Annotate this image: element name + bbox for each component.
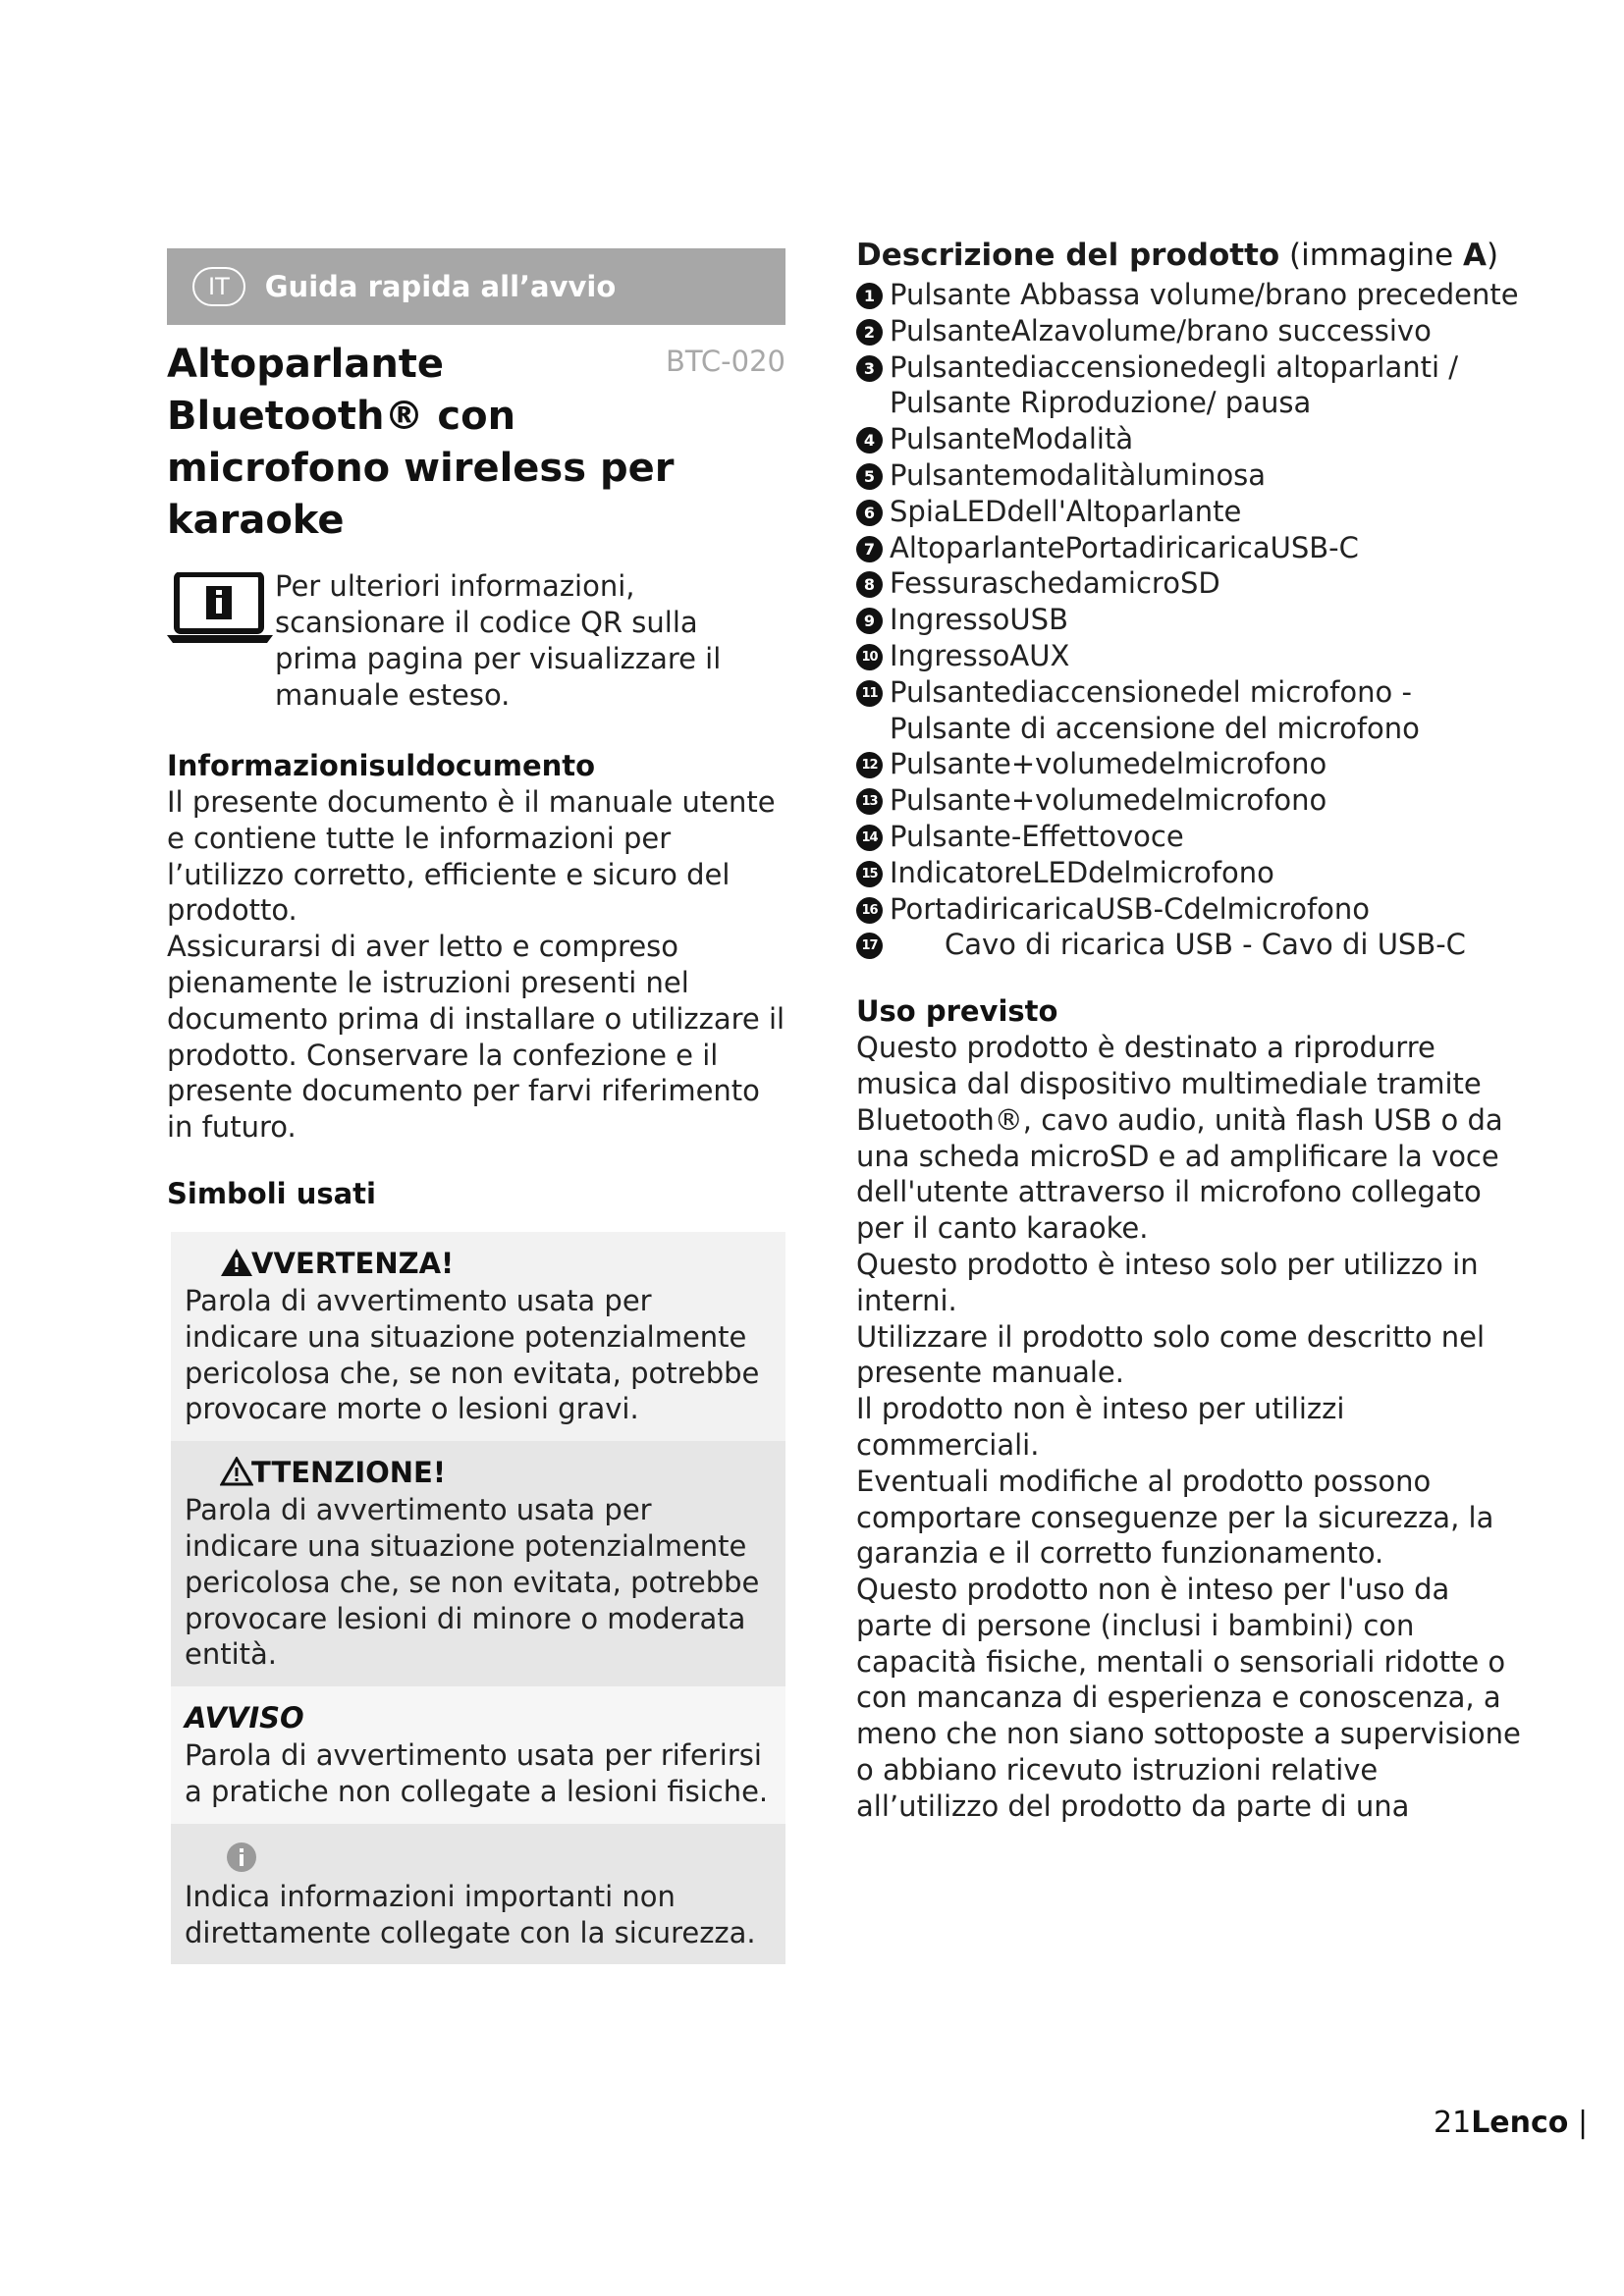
list-item: 12 Pulsante+volumedelmicrofono (856, 746, 1524, 782)
list-item: 11 Pulsantediaccensionedel microfono - Pulsante di accensione del microfono (856, 674, 1524, 747)
list-item: 17 Cavo di ricarica USB - Cavo di USB-C (856, 927, 1524, 963)
right-column (856, 236, 1524, 1825)
intended-use-paragraph-5: Eventuali modifiche al prodotto possono comportare conseguenze per la sicurezza, la garanzia e il corretto funzionamento. (856, 1464, 1494, 1571)
page-number: 21 (1434, 2106, 1472, 2140)
caution-triangle-icon (220, 1457, 253, 1486)
notice-text: Parola di avvertimento usata per riferirsi a pratiche non collegate a lesioni fisiche. (185, 1738, 769, 1808)
caution-text: Parola di avvertimento usata per indicare una situazione potenzialmente pericolosa che, se non evitata, potrebbe provocare lesioni di minore o moderata entità. (185, 1493, 760, 1672)
product-title: Altoparlante Bluetooth® con microfono wireless per karaoke (167, 342, 675, 543)
title-row (167, 339, 785, 547)
laptop-info-icon (167, 572, 273, 647)
notice-box (171, 1686, 785, 1824)
info-circle-icon (226, 1842, 257, 1873)
intended-use-paragraph-4: Il prodotto non è inteso per utilizzi commerciali. (856, 1392, 1345, 1462)
intended-use-heading: Uso previsto (856, 994, 1058, 1029)
list-item: 2 PulsanteAlzavolume/brano successivo (856, 313, 1524, 349)
symbols-section (167, 1175, 785, 1964)
footer-separator: | (1577, 2106, 1589, 2140)
parts-list (856, 277, 1524, 963)
language-badge: IT (192, 267, 245, 306)
intended-use-paragraph-1: Questo prodotto è destinato a riprodurre musica dal dispositivo multimediale tramite Bluetooth®, cavo audio, unità flash USB o da una scheda microSD e ad amplificare la voce dell'utente attraverso il microfono collegato per il canto karaoke. (856, 1031, 1503, 1246)
intended-use-paragraph-6: Questo prodotto non è inteso per l'uso da parte di persone (inclusi i bambini) con capacità fisiche, mentali o sensoriali ridotte o con mancanza di esperienza e conoscenza, a meno che non siano sottoposte a supervisione o abbiano ricevuto istruzioni relative all’utilizzo del prodotto da parte di una (856, 1573, 1521, 1823)
list-item: 16 PortadiricaricaUSB-Cdelmicrofono (856, 891, 1524, 928)
list-item: 15 IndicatoreLEDdelmicrofono (856, 855, 1524, 891)
list-item: 5 Pulsantemodalitàluminosa (856, 457, 1524, 494)
info-note-text: Per ulteriori informazioni, scansionare il codice QR sulla prima pagina per visualizzare il manuale esteso. (275, 569, 722, 712)
list-item: 3 Pulsantediaccensionedegli altoparlanti / Pulsante Riproduzione/ pausa (856, 349, 1524, 422)
intended-use-paragraph-2: Questo prodotto è inteso solo per utilizzo in interni. (856, 1247, 1479, 1317)
product-description-heading: Descrizione del prodotto (immagine A) (856, 238, 1499, 273)
brand-name: Lenco (1471, 2106, 1569, 2140)
symbols-heading: Simboli usati (167, 1176, 376, 1210)
warning-title: VVERTENZA! (185, 1244, 772, 1283)
list-item: 1 Pulsante Abbassa volume/brano precedente (856, 277, 1524, 313)
document-info-section (167, 747, 785, 1146)
list-item: 9 IngressoUSB (856, 602, 1524, 638)
page-footer (1434, 2106, 1588, 2140)
list-item: 6 SpiaLEDdell'Altoparlante (856, 494, 1524, 530)
intended-use-paragraph-3: Utilizzare il prodotto solo come descritto nel presente manuale. (856, 1319, 1486, 1390)
model-number: BTC-020 (666, 345, 785, 378)
warning-triangle-icon (220, 1248, 253, 1277)
list-item: 10 IngressoAUX (856, 638, 1524, 674)
notice-title: AVVISO (185, 1701, 304, 1735)
caution-box (171, 1441, 785, 1686)
caution-title: TTENZIONE! (185, 1453, 772, 1492)
list-item: 14 Pulsante-Effettovoce (856, 819, 1524, 855)
intended-use-section (856, 992, 1524, 1825)
document-info-paragraph-1: Il presente documento è il manuale utente e contiene tutte le informazioni per l’utilizzo corretto, efficiente e sicuro del prodotto. (167, 785, 776, 928)
warning-text: Parola di avvertimento usata per indicare una situazione potenzialmente pericolosa che, se non evitata, potrebbe provocare morte o lesioni gravi. (185, 1283, 760, 1426)
list-item: 13 Pulsante+volumedelmicrofono (856, 782, 1524, 819)
left-column (167, 248, 785, 1964)
list-item: 7 AltoparlantePortadiricaricaUSB-C (856, 530, 1524, 566)
info-box (171, 1824, 785, 1965)
document-info-heading: Informazionisuldocumento (167, 749, 596, 782)
banner-title: Guida rapida all’avvio (264, 270, 617, 303)
list-item: 8 FessuraschedamicroSD (856, 565, 1524, 602)
info-box-text: Indica informazioni importanti non direttamente collegate con la sicurezza. (185, 1879, 756, 1949)
list-item: 4 PulsanteModalità (856, 421, 1524, 457)
document-info-paragraph-2: Assicurarsi di aver letto e compreso pienamente le istruzioni presenti nel documento prima di installare o utilizzare il prodotto. Conservare la confezione e il presente documento per farvi riferimento in futuro. (167, 930, 785, 1145)
warning-box (171, 1232, 785, 1441)
info-note (167, 568, 785, 714)
quick-start-banner (167, 248, 785, 325)
